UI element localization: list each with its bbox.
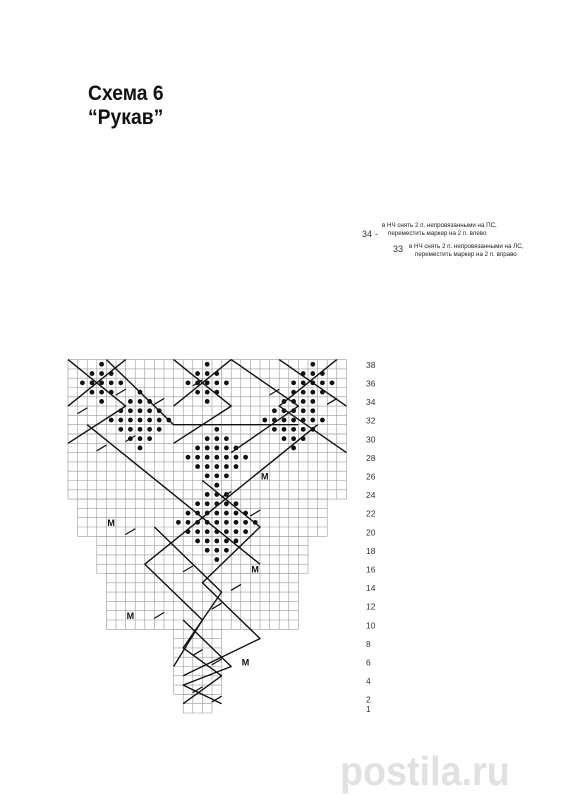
purl-dot — [214, 464, 219, 469]
row-number: 14 — [366, 583, 376, 594]
row-number: 34 — [366, 397, 376, 408]
purl-dot — [205, 529, 210, 534]
legend-note-row-34-line2: переместить маркер на 2 п. влево — [388, 230, 487, 237]
purl-dot — [224, 492, 229, 497]
cable-tick — [183, 566, 193, 572]
purl-dot — [214, 501, 219, 506]
legend-note-row-34-line1: в НЧ снять 2 п. непровязанными на ПС, — [382, 222, 497, 229]
purl-dot — [234, 446, 239, 451]
row-numbers — [366, 360, 376, 714]
purl-dot — [282, 436, 287, 441]
purl-dot — [90, 390, 95, 395]
purl-dot — [310, 380, 315, 385]
purl-dot — [195, 464, 200, 469]
purl-dot — [128, 436, 133, 441]
row-number: 8 — [366, 638, 371, 649]
purl-dot — [128, 399, 133, 404]
legend-note-row-33-line1: в НЧ снять 2 п. непровязанными на ЛС, — [409, 243, 524, 250]
watermark: postila.ru — [340, 748, 510, 794]
purl-dot — [186, 529, 191, 534]
purl-dot — [320, 380, 325, 385]
cable-tick — [231, 584, 241, 590]
purl-dot — [253, 520, 258, 525]
purl-dot — [214, 371, 219, 376]
purl-dot — [205, 455, 210, 460]
purl-dot — [224, 446, 229, 451]
row-number: 20 — [366, 527, 376, 538]
purl-dot — [234, 511, 239, 516]
purl-dot — [234, 501, 239, 506]
purl-dot — [320, 371, 325, 376]
purl-dot — [291, 418, 296, 423]
purl-dot — [310, 371, 315, 376]
purl-dot — [243, 511, 248, 516]
purl-dot — [301, 390, 306, 395]
purl-dot — [109, 371, 114, 376]
purl-dot — [214, 520, 219, 525]
purl-dot — [214, 492, 219, 497]
purl-dot — [301, 371, 306, 376]
purl-dot — [157, 418, 162, 423]
purl-dot — [147, 408, 152, 413]
purl-dot — [195, 501, 200, 506]
legend-note-row-33-line2: переместить маркер на 2 п. вправо — [415, 251, 517, 258]
purl-dot — [109, 390, 114, 395]
cable-tick — [193, 650, 203, 656]
purl-dot — [205, 436, 210, 441]
row-number: 18 — [366, 545, 376, 556]
purl-dot — [224, 455, 229, 460]
purl-dot — [205, 446, 210, 451]
purl-dot — [291, 408, 296, 413]
purl-dot — [310, 390, 315, 395]
row-number: 16 — [366, 564, 376, 575]
purl-dot — [291, 446, 296, 451]
legend-note-row-33 — [409, 243, 523, 259]
cable-tick — [154, 612, 164, 618]
row-number: 28 — [366, 452, 376, 463]
purl-dot — [214, 483, 219, 488]
purl-dot — [138, 436, 143, 441]
purl-dot — [234, 464, 239, 469]
purl-dot — [147, 399, 152, 404]
purl-dot — [99, 380, 104, 385]
purl-dot — [214, 390, 219, 395]
purl-dot — [205, 380, 210, 385]
purl-dot — [99, 399, 104, 404]
purl-dot — [214, 557, 219, 562]
purl-dot — [157, 427, 162, 432]
purl-dot — [186, 520, 191, 525]
purl-dot — [310, 408, 315, 413]
purl-dot — [282, 399, 287, 404]
purl-dot — [118, 380, 123, 385]
purl-dot — [205, 511, 210, 516]
purl-dot — [195, 529, 200, 534]
purl-dot — [301, 418, 306, 423]
legend-row-34-number: 34 — [362, 229, 373, 239]
purl-dot — [147, 418, 152, 423]
purl-dot — [195, 511, 200, 516]
purl-dot — [214, 511, 219, 516]
purl-dot — [320, 390, 325, 395]
purl-dot — [99, 390, 104, 395]
marker-symbol: М — [241, 657, 250, 668]
row-number: 12 — [366, 601, 376, 612]
purl-dot — [128, 408, 133, 413]
purl-dot — [301, 436, 306, 441]
purl-dot — [214, 436, 219, 441]
purl-dot — [291, 380, 296, 385]
purl-dot — [301, 399, 306, 404]
cable-strand — [183, 620, 231, 704]
purl-dot — [176, 520, 181, 525]
row-number: 6 — [366, 657, 371, 668]
purl-dot — [291, 427, 296, 432]
purl-dot — [205, 362, 210, 367]
purl-dot — [138, 427, 143, 432]
cable-tick — [116, 389, 126, 395]
row-number: 2 — [366, 694, 371, 705]
purl-dot — [214, 473, 219, 478]
purl-dot — [157, 408, 162, 413]
purl-dot — [262, 418, 267, 423]
marker-symbol: М — [251, 564, 259, 575]
purl-dot — [224, 436, 229, 441]
purl-dot — [224, 529, 229, 534]
purl-dot — [99, 371, 104, 376]
purl-dot — [80, 380, 85, 385]
row-number: 26 — [366, 471, 376, 482]
marker-symbol: М — [261, 471, 269, 482]
purl-dot — [186, 511, 191, 516]
purl-dot — [301, 427, 306, 432]
purl-dot — [214, 380, 219, 385]
purl-dot — [282, 418, 287, 423]
cable-tick — [97, 445, 107, 451]
row-number: 32 — [366, 415, 376, 426]
purl-dot — [282, 408, 287, 413]
purl-dot — [128, 418, 133, 423]
purl-dot — [138, 408, 143, 413]
purl-dot — [224, 380, 229, 385]
purl-dot — [109, 380, 114, 385]
purl-dot — [310, 418, 315, 423]
purl-dot — [205, 390, 210, 395]
purl-dot — [205, 492, 210, 497]
purl-dot — [310, 399, 315, 404]
purl-dot — [205, 473, 210, 478]
cable-tick — [77, 408, 87, 414]
purl-dot — [186, 380, 191, 385]
purl-dot — [310, 427, 315, 432]
purl-dot — [214, 539, 219, 544]
purl-dot — [310, 362, 315, 367]
row-number: 10 — [366, 620, 376, 631]
purl-dot — [147, 436, 152, 441]
purl-dot — [291, 436, 296, 441]
chart-subtitle: “Рукав” — [88, 106, 164, 129]
purl-dot — [195, 390, 200, 395]
purl-dot — [224, 464, 229, 469]
row-number: 38 — [366, 359, 376, 370]
purl-dot — [138, 418, 143, 423]
row-number: 30 — [366, 434, 376, 445]
row-number: 4 — [366, 676, 371, 687]
purl-dot — [99, 362, 104, 367]
legend-row-34-dash: - — [375, 229, 378, 239]
purl-dot — [243, 455, 248, 460]
cable-strand — [154, 527, 221, 704]
row-number: 24 — [366, 490, 376, 501]
purl-dot — [205, 464, 210, 469]
purl-dot — [214, 455, 219, 460]
purl-dot — [282, 427, 287, 432]
row-number: 36 — [366, 378, 376, 389]
purl-dot — [272, 408, 277, 413]
purl-dot — [224, 548, 229, 553]
purl-dot — [214, 548, 219, 553]
purl-dot — [272, 427, 277, 432]
purl-dot — [195, 520, 200, 525]
purl-dot — [320, 418, 325, 423]
purl-dot — [147, 427, 152, 432]
purl-dot — [90, 380, 95, 385]
purl-dot — [195, 380, 200, 385]
purl-dot — [109, 418, 114, 423]
purl-dot — [195, 371, 200, 376]
purl-dot — [301, 408, 306, 413]
purl-dot — [186, 455, 191, 460]
cable-tick — [125, 529, 135, 535]
purl-dot — [195, 446, 200, 451]
purl-dot — [243, 520, 248, 525]
cable-tick — [154, 398, 164, 404]
cable-tick — [250, 510, 260, 516]
purl-dot — [234, 539, 239, 544]
row-number: 22 — [366, 508, 376, 519]
purl-dot — [138, 390, 143, 395]
purl-dot — [205, 371, 210, 376]
purl-dot — [214, 446, 219, 451]
purl-dot — [224, 539, 229, 544]
chart-title: Схема 6 — [88, 82, 164, 105]
purl-dot — [195, 455, 200, 460]
purl-dot — [205, 520, 210, 525]
legend-note-row-34 — [382, 222, 497, 238]
purl-dot — [90, 371, 95, 376]
purl-dot — [214, 427, 219, 432]
purl-dot — [118, 418, 123, 423]
purl-dot — [243, 529, 248, 534]
purl-dot — [272, 418, 277, 423]
purl-dot — [138, 399, 143, 404]
row-number: 1 — [366, 704, 371, 714]
legend-row-33-number: 33 — [393, 244, 404, 254]
purl-dot — [291, 390, 296, 395]
purl-dot — [166, 418, 171, 423]
marker-symbol: М — [107, 518, 115, 528]
purl-dot — [205, 501, 210, 506]
purl-dot — [301, 380, 306, 385]
purl-dot — [138, 446, 143, 451]
purl-dot — [118, 427, 123, 432]
purl-dot — [205, 399, 210, 404]
purl-dot — [224, 511, 229, 516]
purl-dot — [128, 427, 133, 432]
purl-dot — [224, 473, 229, 478]
purl-dot — [330, 380, 335, 385]
purl-dot — [234, 529, 239, 534]
purl-dot — [234, 455, 239, 460]
cable-tick — [327, 398, 337, 404]
marker-symbol: М — [126, 611, 135, 621]
purl-dot — [291, 399, 296, 404]
purl-dot — [224, 520, 229, 525]
purl-dot — [195, 539, 200, 544]
purl-dot — [224, 501, 229, 506]
purl-dot — [205, 539, 210, 544]
purl-dot — [234, 520, 239, 525]
purl-dot — [205, 548, 210, 553]
purl-dot — [118, 408, 123, 413]
purl-dot — [214, 529, 219, 534]
